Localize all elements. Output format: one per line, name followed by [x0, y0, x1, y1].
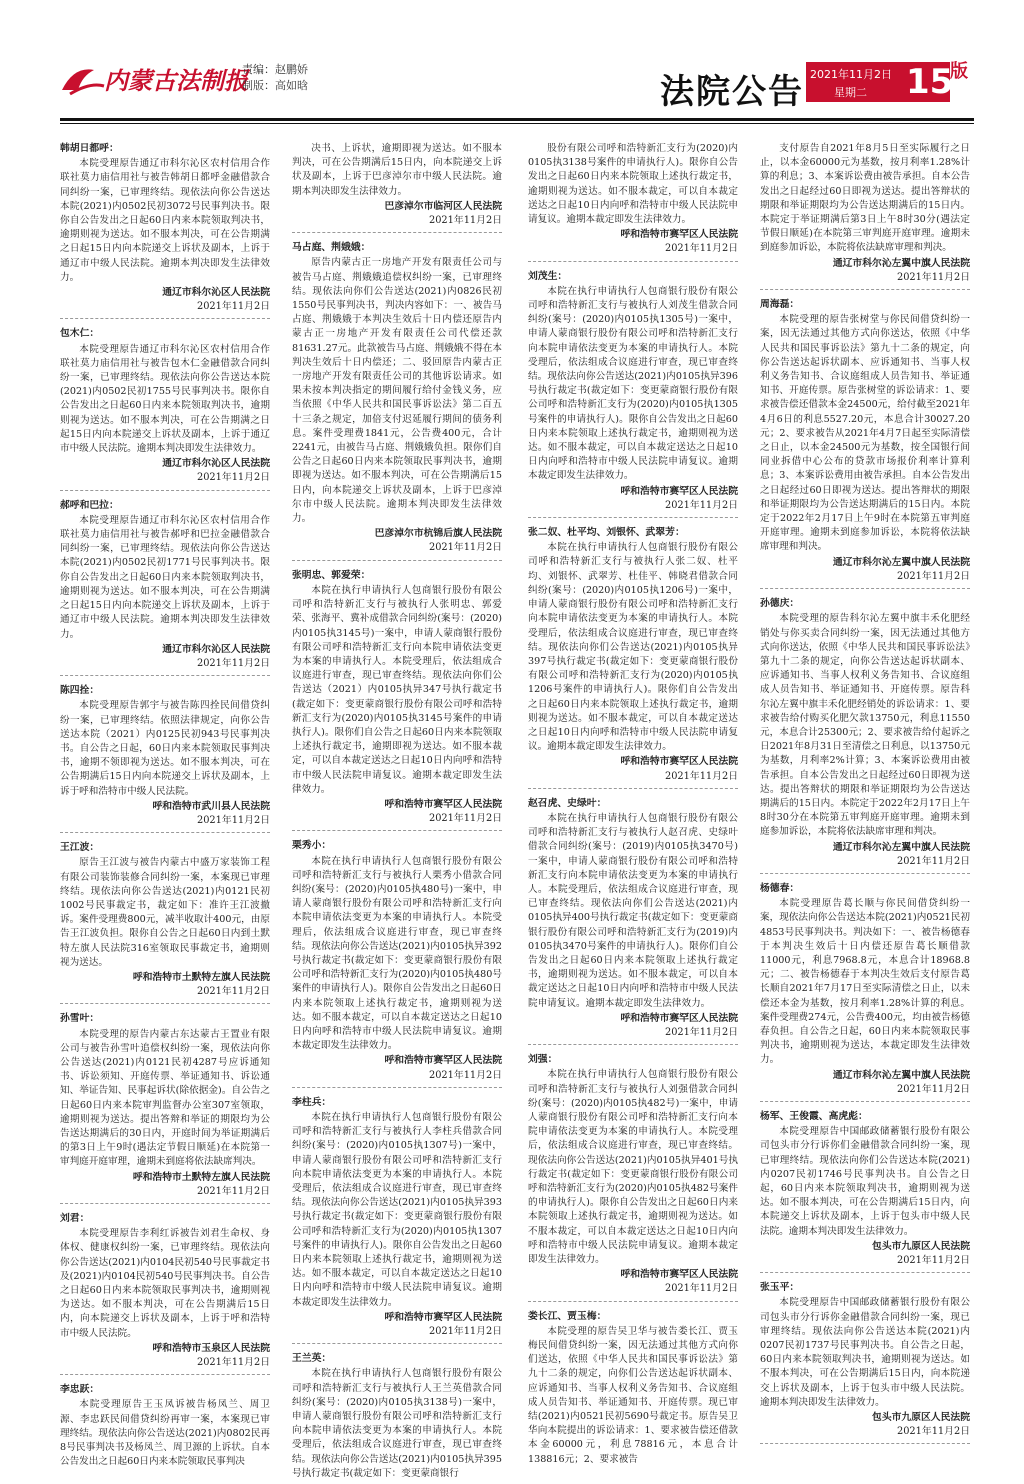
notice-date: 2021年11月2日	[664, 243, 738, 255]
notice-date: 2021年11月2日	[428, 542, 502, 554]
notice-addressee: 马占庭、荆娥娥：	[292, 242, 371, 254]
header-rule-thin	[60, 123, 974, 124]
court-notice	[60, 1012, 270, 1204]
notice-divider	[60, 675, 270, 676]
notice-date: 2021年11月2日	[896, 1255, 970, 1267]
column-3	[528, 142, 738, 1472]
notice-body: 决书、上诉状，逾期即视为送达。如不服本判决，可在公告期满后15日内，向本院递交上诉状及副本，上诉于巴彦淖尔市中级人民法院。逾期本判决即发生法律效力。	[292, 143, 502, 197]
court-notice	[760, 882, 970, 1102]
notice-addressee: 包木仁：	[60, 328, 100, 340]
notice-divider	[760, 1272, 970, 1273]
court-notice	[528, 797, 738, 1045]
notice-date: 2021年11月2日	[196, 657, 270, 669]
notice-date: 2021年11月2日	[196, 472, 270, 484]
column-2	[292, 142, 502, 1479]
court-notice	[760, 1281, 970, 1444]
masthead-title: 内蒙古法制报	[104, 66, 248, 95]
notice-body: 本院在执行申请执行人包商银行股份有限公司呼和浩特新汇支行与被执行人赵召虎、史绿叶借款合同纠纷(案号：(2019)内0105执3470号)一案中，申请人蒙商银行股份有限公司呼和浩特新汇支行向本院申请依法变更为本案的申请执行人。本院受理后，依法组成合议庭进行审查，现已审查终结。现依法向你们公告送达(2021)内0105执异400号执行裁定书(裁定如下：变更蒙商银行股份有限公司呼和浩特新汇支行为(2019)内0105执3470号案件的申请执行人)。限你们自公告发出之日起60日内来本院领取上述执行裁定书，逾期则视为送达。如不服本裁定，可以自本裁定送达之日起10日内向呼和浩特市中级人民法院申请复议。逾期本裁定即发生法律效力。	[528, 812, 738, 1009]
notice-court: 通辽市科尔沁区人民法院	[162, 458, 270, 470]
notice-divider	[760, 1101, 970, 1102]
notice-court: 包头市九原区人民法院	[872, 1412, 970, 1424]
notice-body: 本院受理原告通辽市科尔沁区农村信用合作联社莫力庙信用社与被告包木仁金融借款合同纠纷一案，已审理终结。现依法向你公告送达本院(2021)内0502民初1755号民事判决书。限你自公告发出之日起60日内来本院领取判决书，逾期则视为送达。如不服本判决，可在公告期满之日起15日内向本院递交上诉状及副本，上诉于通辽市中级人民法院。逾期本判决即发生法律效力。	[60, 343, 270, 455]
notice-date: 2021年11月2日	[196, 814, 270, 826]
notice-court: 包头市九原区人民法院	[872, 1240, 970, 1252]
page-header	[0, 0, 1024, 120]
notice-date: 2021年11月2日	[428, 813, 502, 825]
notice-addressee: 陈四拴：	[60, 685, 100, 697]
notice-body: 本院受理原告中国邮政储蓄银行股份有限公司包头市分行诉你们金融借款合同纠纷一案，现已审理终结。现依法向你们公告送达本院(2021)内0207民初1746号民事判决书。自公告之日起，60日内来本院领取判决书，逾期则视为送达。如不服本判决，可在公告期满后15日内，向本院递交上诉状及副本，上诉于包头市中级人民法院。逾期本判决即发生法律效力。	[760, 1126, 970, 1237]
notice-body: 本院受理原告王玉凤诉被告杨凤兰、周卫源、李忠跃民间借贷纠纷再审一案，本案现已审理终结。现依法向你公告送达(2021)内0802民再8号民事判决书及杨凤兰、周卫源的上诉状。自本公告发出之日起60日内来本院领取民事判决	[60, 1399, 270, 1468]
notice-divider	[60, 318, 270, 319]
notice-addressee: 李忠跃：	[60, 1384, 100, 1396]
notice-divider	[292, 232, 502, 233]
notice-date: 2021年11月2日	[196, 986, 270, 998]
notice-court: 呼和浩特市武川县人民法院	[152, 800, 270, 812]
notice-body: 本院受理的原告内蒙古东达蒙古王置业有限公司与被告孙雪叶追偿权纠纷一案，现依法向你公告送达(2021)内0121民初4287号应诉通知书、诉讼须知、开庭传票、举证通知书、诉讼通知、举证告知、民事起诉状(除依据金)。自公告之日起60日内来本院审判监督办公室307室领取，逾期则视为送达。提出答辩和举证的期限均为公告送达期满后的30日内，开庭时间为举证期满后的第3日上午9时(遇法定节假日顺延)在本院第一审判庭开庭审理，逾期未到庭将依法缺席判决。	[60, 1028, 270, 1168]
notice-court: 通辽市科尔沁左翼中旗人民法院	[832, 841, 970, 853]
notice-body: 本院受理原告葛长顺与你民间借贷纠纷一案，现依法向你公告送达本院(2021)内0521民初4853号民事判决书。判决如下：一、被告杨德春于本判决生效后十日内偿还原告葛长顺借款11000元，利息7968.8元，本息合计18968.8元；二、被告杨德春于本判决生效后支付原告葛长顺自2021年7月17日至实际清偿之日止，以未偿还本金为基数，按月利率1.28%计算的利息。案件受理费274元，公告费400元，均由被告杨德春负担。自公告之日起，60日内来本院领取民事判决书，逾期则视为送达，本裁定即发生法律效力。	[760, 898, 970, 1066]
court-notice	[60, 684, 270, 833]
notice-court: 呼和浩特市赛罕区人民法院	[384, 1055, 502, 1067]
court-notice	[60, 142, 270, 319]
notice-date: 2021年11月2日	[664, 1026, 738, 1038]
section-title: 法院公告	[660, 72, 804, 112]
notice-date: 2021年11月2日	[196, 1357, 270, 1369]
notice-body: 股份有限公司呼和浩特新汇支行为(2020)内0105执3138号案件的申请执行人)。限你自公告发出之日起60日内来本院领取上述执行裁定书，逾期则视为送达。如不服本裁定，可以自本裁定送达之日起10日内向呼和浩特市中级人民法院申请复议。逾期本裁定即发生法律效力。	[528, 143, 738, 226]
notice-body: 本院受理原告李利红诉被告刘君生命权、身体权、健康权纠纷一案，已审理终结。现依法向你公告送达(2021)内0104民初540号民事裁定书及(2021)内0104民初540号民事判决书。自公告之日起60日内来本院领取民事判决书，逾期则视为送达。如不服本判决，可在公告期满后15日内，向本院递交上诉状及副本，上诉于呼和浩特市中级人民法院。	[60, 1228, 270, 1339]
court-notice	[60, 1383, 270, 1469]
notice-addressee: 张明忠、郭爱荣：	[292, 569, 371, 581]
notice-date: 2021年11月2日	[896, 1426, 970, 1438]
notice-date: 2021年11月2日	[664, 499, 738, 511]
page-ban-label: 版	[950, 61, 968, 82]
notice-addressee: 刘君：	[60, 1213, 90, 1225]
notice-addressee: 娄长江、贾玉梅：	[528, 1310, 607, 1322]
notice-body: 本院在执行申请执行人包商银行股份有限公司呼和浩特新汇支行与被执行人李柱兵借款合同纠纷(案号：(2020)内0105执1307号)一案中，申请人蒙商银行股份有限公司呼和浩特新汇支行向本院申请依法变更为本案的申请执行人。本院受理后，依法组成合议庭进行审查，现已审查终结。现依法向你公告送达(2021)内0105执异393号执行裁定书(裁定如下：变更蒙商银行股份有限公司呼和浩特新汇支行为(2020)内0105执1307号案件的申请执行人)。限你自公告发出之日起60日内来本院领取上述执行裁定书，逾期则视为送达。如不服本裁定，可以自本裁定送达之日起10日内向呼和浩特市中级人民法院申请复议。逾期本裁定即发生法律效力。	[292, 1112, 502, 1308]
notice-body: 本院在执行申请执行人包商银行股份有限公司呼和浩特新汇支行与被执行人栗秀小借款合同纠纷(案号：(2020)内0105执480号)一案中，申请人蒙商银行股份有限公司呼和浩特新汇支行向本院申请依法变更为本案的申请执行人。本院受理后，依法组成合议庭进行审查，现已审查终结。现依法向你公告送达(2021)内0105执异392号执行裁定书(裁定如下：变更蒙商银行股份有限公司呼和浩特新汇支行为(2020)内0105执480号案件的申请执行人)。限你自公告发出之日起60日内来本院领取上述执行裁定书，逾期则视为送达。如不服本裁定，可以自本裁定送达之日起10日内向呼和浩特市中级人民法院申请复议。逾期本裁定即发生法律效力。	[292, 855, 502, 1052]
notice-addressee: 韩胡日都呼：	[60, 143, 119, 154]
notice-court: 呼和浩特市土默特左旗人民法院	[132, 1171, 270, 1183]
notice-divider	[292, 830, 502, 831]
notice-body: 本院在执行申请执行人包商银行股份有限公司呼和浩特新汇支行与被执行人张明忠、郭爱荣、张海平、冀补成借款合同纠纷(案号：(2020)内0105执3145号)一案中，申请人蒙商银行股份有限公司呼和浩特新汇支行向本院申请依法变更为本案的申请执行人。本院受理后，依法组成合议庭进行审查，现已审查终结。现依法向你们公告送达（2021）内0105执异347号执行裁定书(裁定如下：变更蒙商银行股份有限公司呼和浩特新汇支行为(2020)内0105执3145号案件的申请执行人)。限你们自公告之日起60日内来本院领取上述执行裁定书，逾期即视为送达。如不服本裁定，可以自本裁定送达之日起10日内向呼和浩特市中级人民法院申请复议。逾期本裁定即发生法律效力。	[292, 584, 502, 795]
notice-divider	[760, 1443, 970, 1444]
notice-court: 通辽市科尔沁左翼中旗人民法院	[832, 1069, 970, 1081]
court-notice	[292, 569, 502, 832]
court-notice	[760, 597, 970, 874]
date-box	[806, 62, 906, 102]
notice-court: 巴彦淖尔市临河区人民法院	[384, 200, 502, 212]
notice-addressee: 郝呼和巴拉：	[60, 499, 119, 511]
notice-date: 2021年11月2日	[428, 215, 502, 227]
notice-date: 2021年11月2日	[664, 770, 738, 782]
notice-divider	[760, 588, 970, 589]
notice-divider	[528, 1044, 738, 1045]
court-notice	[60, 499, 270, 676]
notice-divider	[60, 1203, 270, 1204]
notice-body: 本院受理的原告科尔沁左翼中旗丰禾化肥经销处与你买卖合同纠纷一案，因无法通过其他方式向你送达，依照《中华人民共和国民事诉讼法》第九十二条的规定，向你公告送达起诉状副本、应诉通知书、当事人权利义务告知书、合议庭组成人员告知书、举证通知书、开庭传票。原告科尔沁左翼中旗丰禾化肥经销处的诉讼请求：1、要求被告给付购买化肥欠款13750元，利息11550元，本息合计25300元；2、要求被告给付起诉之日2021年8月31日至清偿之日利息，以13750元为基数，月利率2%计算；3、本案诉讼费用由被告承担。自本公告发出之日起经过60日即视为送达。提出答辩状的期限和举证期限均为公告送达期满后的15日内。本院定于2022年2月17日上午8时30分在本院第五审判庭开庭审理。逾期未到庭参加诉讼，本院将依法缺席审理和判决。	[760, 613, 970, 838]
notice-date: 2021年11月2日	[196, 1185, 270, 1197]
notice-addressee: 刘茂生：	[528, 270, 568, 282]
court-notice	[760, 298, 970, 589]
notice-court: 呼和浩特市赛罕区人民法院	[620, 229, 738, 241]
notice-date: 2021年11月2日	[196, 301, 270, 313]
notice-date: 2021年11月2日	[896, 1083, 970, 1095]
notice-court: 通辽市科尔沁区人民法院	[162, 643, 270, 655]
notice-court: 呼和浩特市赛罕区人民法院	[620, 756, 738, 768]
notice-divider	[60, 490, 270, 491]
notice-body: 原告王江波与被告内蒙古中盛万家装饰工程有限公司装饰装修合同纠纷一案，本案现已审理终结。现依法向你公告送达(2021)内0121民初1002号民事裁定书，裁定如下：准许王江波撤诉。案件受理费800元，减半收取计400元，由原告王江波负担。限你自公告之日起60日内到土默特左旗人民法院316室领取民事裁定书，逾期则视为送达。	[60, 857, 270, 968]
column-1	[60, 142, 270, 1472]
notice-court: 呼和浩特市赛罕区人民法院	[620, 485, 738, 497]
notice-date: 2021年11月2日	[896, 570, 970, 582]
court-notice	[760, 142, 970, 290]
notice-body: 原告内蒙古正一房地产开发有限责任公司与被告马占庭、荆娥娥追偿权纠纷一案，已审理终结。现依法向你们公告送达(2021)内0826民初1550号民事判决书，判决内容如下：一、被告马占庭、荆娥娥于本判决生效后十日内偿还原告内蒙古正一房地产开发有限责任公司代偿还款81631.27元。此款被告马占庭、荆娥娥不得在本判决生效后十日内偿还；二、驳回原告内蒙古正一房地产开发有限责任公司的其他诉讼请求。如果未按本判决指定的期间履行给付金钱义务，应当依照《中华人民共和国民事诉讼法》第二百五十三条之规定，加倍支付迟延履行期间的债务利息。案件受理费1841元，公告费400元，合计2241元，由被告马占庭、荆娥娥负担。限你们自公告之日起60日内来本院领取民事判决书，逾期即视为送达。如不服本判决，可在公告期满后15日内，向本院递交上诉状及副本，上诉于巴彦淖尔市中级人民法院。逾期本判决即发生法律效力。	[292, 257, 502, 525]
notice-addressee: 栗秀小：	[292, 840, 332, 852]
notice-addressee: 刘强：	[528, 1054, 558, 1066]
notice-addressee: 李柱兵：	[292, 1096, 332, 1108]
column-4	[760, 142, 970, 1472]
notice-divider	[528, 261, 738, 262]
court-notice	[528, 142, 738, 262]
notice-body: 本院在执行申请执行人包商银行股份有限公司呼和浩特新汇支行与被执行人张二奴、杜平均、刘银怀、武翠芳、杜佳平、韩晓君借款合同纠纷(案号：(2020)内0105执1206号)一案中，申请人蒙商银行股份有限公司呼和浩特新汇支行向本院申请依法变更为本案的申请执行人。本院受理后，依法组成合议庭进行审查，现已审查终结。现依法向你们公告送达(2021)内0105执异397号执行裁定书(裁定如下：变更蒙商银行股份有限公司呼和浩特新汇支行为(2020)内0105执1206号案件的申请执行人)。限你们自公告发出之日起60日内来本院领取上述执行裁定书，逾期则视为送达。如不服本裁定，可以自本裁定送达之日起10日内向呼和浩特市中级人民法院申请复议。逾期本裁定即发生法律效力。	[528, 542, 738, 753]
notice-court: 呼和浩特市赛罕区人民法院	[620, 1012, 738, 1024]
notice-addressee: 周海磊：	[760, 299, 800, 311]
notice-court: 呼和浩特市赛罕区人民法院	[620, 1269, 738, 1281]
notice-court: 呼和浩特市玉泉区人民法院	[152, 1342, 270, 1354]
notice-divider	[528, 788, 738, 789]
notice-court: 呼和浩特市赛罕区人民法院	[384, 798, 502, 810]
header-rule-thick	[60, 118, 974, 121]
court-notice	[292, 839, 502, 1087]
notice-addressee: 赵召虎、史绿叶：	[528, 797, 607, 809]
notice-addressee: 张二奴、杜平均、刘银怀、武翠芳：	[528, 527, 685, 539]
court-notice	[760, 1110, 970, 1273]
notice-body: 本院受理原告郭宇与被告陈四拴民间借贷纠纷一案，已审理终结。依照法律规定，向你公告送达本院（2021）内0125民初943号民事判决书。自公告之日起，60日内来本院领取民事判决书，逾期不领即视为送达。如不服本判决，可在公告期满后15日内向本院递交上诉状及副本，上诉于呼和浩特市中级人民法院。	[60, 700, 270, 797]
page-number: 15	[906, 62, 954, 102]
notice-addressee: 杨军、王俊霞、高虎彪：	[760, 1111, 868, 1122]
court-notice	[528, 526, 738, 789]
court-notice	[292, 142, 502, 233]
notice-court: 呼和浩特市赛罕区人民法院	[384, 1311, 502, 1323]
notice-body: 本院在执行申请执行人包商银行股份有限公司呼和浩特新汇支行与被执行人刘强借款合同纠纷(案号：(2020)内0105执482号)一案中，申请人蒙商银行股份有限公司呼和浩特新汇支行向本院申请依法变更为本案的申请执行人。本院受理后，依法组成合议庭进行审查，现已审查终结。现依法向你公告送达(2021)内0105执异401号执行裁定书(裁定如下：变更蒙商银行股份有限公司呼和浩特新汇支行为(2020)内0105执482号案件的申请执行人)。限你自公告发出之日起60日内来本院领取上述执行裁定书，逾期则视为送达。如不服本裁定，可以自本裁定送达之日起10日内向呼和浩特市中级人民法院申请复议。逾期本裁定即发生法律效力。	[528, 1069, 738, 1266]
notice-body: 本院受理的原告张树堂与你民间借贷纠纷一案，因无法通过其他方式向你送达，依照《中华人民共和国民事诉讼法》第九十二条的规定，向你公告送达起诉状副本、应诉通知书、当事人权利义务告知书、合议庭组成人员告知书、举证通知书、开庭传票。原告张树堂的诉讼请求：1、要求被告偿还借款本金24500元，给付截至2021年4月6日的利息5527.20元，本息合计30027.20元；2、要求被告从2021年4月7日起至实际清偿之日止，以本金24500元为基数，按全国银行间同业拆借中心公布的贷款市场报价利率计算利息；3、本案诉讼费用由被告承担。自本公告发出之日起经过60日即视为送达。提出答辩状的期限和举证期限均为公告送达期满后的15日内。本院定于2022年2月17日上午9时在本院第五审判庭开庭审理。逾期未到庭参加诉讼，本院将依法缺席审理和判决。	[760, 314, 970, 553]
editor-credit: 责编：赵鹏娇	[242, 63, 308, 76]
notice-divider	[760, 289, 970, 290]
notice-divider	[60, 1003, 270, 1004]
masthead-logo	[60, 60, 248, 100]
notice-divider	[528, 1301, 738, 1302]
notice-divider	[60, 832, 270, 833]
notice-addressee: 张玉平：	[760, 1282, 800, 1294]
notice-court: 巴彦淖尔市杭锦后旗人民法院	[374, 528, 502, 540]
notice-date: 2021年11月2日	[428, 1069, 502, 1081]
notice-body: 本院在执行申请执行人包商银行股份有限公司呼和浩特新汇支行与被执行人刘茂生借款合同纠纷(案号：(2020)内0105执1305号)一案中，申请人蒙商银行股份有限公司呼和浩特新汇支行向本院申请依法变更为本案的申请执行人。本院受理后，依法组成合议庭进行审查，现已审查终结。现依法向你公告送达(2021)内0105执异396号执行裁定书(裁定如下：变更蒙商银行股份有限公司呼和浩特新汇支行为(2020)内0105执1305号案件的申请执行人)。限你自公告发出之日起60日内来本院领取上述执行裁定书，逾期则视为送达。如不服本裁定，可以自本裁定送达之日起10日内向呼和浩特市中级人民法院申请复议。逾期本裁定即发生法律效力。	[528, 285, 738, 482]
notice-divider	[292, 560, 502, 561]
credits	[242, 62, 308, 94]
notice-divider	[528, 517, 738, 518]
notice-date: 2021年11月2日	[896, 271, 970, 283]
notice-body: 支付原告自2021年8月5日至实际履行之日止，以本金60000元为基数，按月利率1.28%计算的利息；3、本案诉讼费由被告承担。自本公告发出之日起经过60日即视为送达。提出答辩状的期限和举证期限均为公告送达期满后的15日内。本院定于举证期满后第3日上午8时30分(遇法定节假日顺延)在本院第三审判庭开庭审理。逾期未到庭参加诉讼，本院将依法缺席审理和判决。	[760, 143, 970, 254]
notice-divider	[60, 1374, 270, 1375]
notice-date: 2021年11月2日	[664, 1283, 738, 1295]
court-notice	[292, 241, 502, 560]
court-notice	[528, 1310, 738, 1467]
notice-body: 本院受理原告通辽市科尔沁区农村信用合作联社莫力庙信用社与被告韩胡日都呼金融借款合同纠纷一案，已审理终结。现依法向你公告送达本院(2021)内0502民初3072号民事判决书。限你自公告发出之日起60日内来本院领取判决书，逾期则视为送达。如不服本判决，可在公告期满之日起15日内向本院递交上诉状及副本，上诉于通辽市中级人民法院。逾期本判决即发生法律效力。	[60, 158, 270, 283]
notice-addressee: 杨德春：	[760, 882, 800, 894]
notice-court: 通辽市科尔沁左翼中旗人民法院	[832, 257, 970, 269]
notice-addressee: 王江波：	[60, 842, 100, 854]
issue-weekday: 星期二	[834, 86, 867, 99]
court-notice	[528, 1053, 738, 1301]
notice-court: 呼和浩特市土默特左旗人民法院	[132, 971, 270, 983]
notice-addressee: 孙雪叶：	[60, 1013, 100, 1025]
notice-date: 2021年11月2日	[428, 1326, 502, 1338]
court-notice	[60, 1212, 270, 1375]
notice-body: 本院在执行申请执行人包商银行股份有限公司呼和浩特新汇支行与被执行人王兰英借款合同纠纷(案号：(2020)内0105执3138号)一案中，申请人蒙商银行股份有限公司呼和浩特新汇支行向本院申请依法变更为本案的申请执行人。本院受理后，依法组成合议庭进行审查，现已审查终结。现依法向你公告送达(2021)内0105执异395号执行裁定书(裁定如下：变更蒙商银行	[292, 1368, 502, 1479]
court-notice	[528, 270, 738, 518]
notice-body: 本院受理原告通辽市科尔沁区农村信用合作联社莫力庙信用社与被告郝呼和巴拉金融借款合同纠纷一案，已审理终结。现依法向你公告送达本院(2021)内0502民初1771号民事判决书。限你自公告发出之日起60日内来本院领取判决书，逾期则视为送达。如不服本判决，可在公告期满之日起15日内向本院递交上诉状及副本，上诉于通辽市中级人民法院。逾期本判决即发生法律效力。	[60, 514, 270, 640]
notice-court: 通辽市科尔沁左翼中旗人民法院	[832, 556, 970, 568]
notice-divider	[760, 873, 970, 874]
court-notice	[292, 1096, 502, 1344]
producer-credit: 制版：高如晗	[242, 79, 308, 92]
notice-divider	[292, 1343, 502, 1344]
court-notice	[292, 1352, 502, 1481]
notice-body: 本院受理的原告吴卫华与被告娄长江、贾玉梅民间借贷纠纷一案，因无法通过其他方式向你们送达，依照《中华人民共和国民事诉讼法》第九十二条的规定，向你们公告送达起诉状副本、应诉通知书、当事人权利义务告知书、合议庭组成人员告知书、举证通知书、开庭传票。现已审结(2021)内0521民初5690号裁定书。原告吴卫华向本院提出的诉讼请求：1、要求被告偿还借款本金60000元，利息78816元，本息合计138816元；2、要求被告	[528, 1325, 738, 1465]
notice-divider	[292, 1087, 502, 1088]
notice-addressee: 孙德庆：	[760, 598, 800, 610]
notice-court: 通辽市科尔沁区人民法院	[162, 287, 270, 299]
issue-date: 2021年11月2日	[810, 68, 892, 81]
notice-addressee: 王兰英：	[292, 1353, 332, 1365]
notice-date: 2021年11月2日	[896, 855, 970, 867]
court-notice	[60, 841, 270, 1004]
court-notice	[60, 327, 270, 490]
notice-body: 本院受理原告中国邮政储蓄银行股份有限公司包头市分行诉你金融借款合同纠纷一案，现已审理终结。现依法向你公告送达本院(2021)内0207民初1737号民事判决书。自公告之日起，60日内来本院领取判决书，逾期则视为送达。如不服本判决，可在公告期满后15日内，向本院递交上诉状及副本，上诉于包头市中级人民法院。逾期本判决即发生法律效力。	[760, 1297, 970, 1408]
